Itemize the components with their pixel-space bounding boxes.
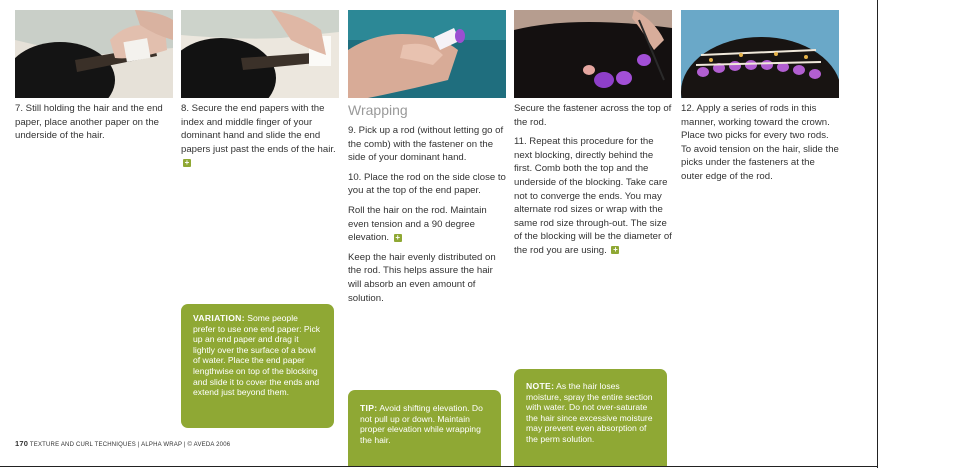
page-edge-bottom: [0, 466, 878, 467]
step-12-text: 12. Apply a series of rods in this manner, working toward the crown. Place two picks for every two rods. To avoid tension on the hair, slide the picks under the fasteners at the outer edge of the rod.: [681, 103, 839, 182]
wrapping-heading: Wrapping: [348, 102, 408, 118]
step-10-roll-paragraph: [348, 204, 506, 245]
step-8-paragraph: [181, 102, 339, 170]
column-wrapping: [348, 102, 506, 311]
column-step-8: [181, 102, 339, 176]
step-10-distribute-text: Keep the hair evenly distributed on the rod. This helps assure the hair will absorb an even amount of solution.: [348, 251, 496, 304]
variation-text: Some people prefer to use one end paper: Pick up an end paper and drag it lightly over the surface of a bowl of water. Place the end paper lengthwise on top of the blocking and slide it to cover the ends and extend just beyond them.: [193, 313, 321, 398]
note-callout: [514, 369, 667, 466]
photo-step-8: [181, 10, 339, 98]
variation-label: VARIATION:: [193, 313, 245, 323]
page-number: 170: [15, 439, 29, 448]
plus-box-icon: +: [395, 232, 401, 242]
page-edge-right: [877, 0, 878, 468]
photo-step-11: [514, 10, 672, 98]
variation-callout: [181, 304, 334, 428]
photo-step-12: [681, 10, 839, 98]
photo-step-7: [15, 10, 173, 98]
step-10-roll-text: Roll the hair on the rod. Maintain even tension and a 90 degree elevation.: [348, 204, 487, 244]
column-step-11: [514, 102, 672, 264]
tip-label: TIP:: [360, 403, 378, 413]
step-9-text: 9. Pick up a rod (without letting go of the comb) with the fastener on the side of your dominant hand.: [348, 125, 504, 164]
step-11-paragraph: [514, 135, 672, 257]
plus-box-icon: +: [184, 157, 190, 167]
step-8-text: 8. Secure the end papers with the index and middle finger of your dominant hand and slide the end papers just past the ends of the hair.: [181, 103, 336, 155]
fastener-text: Secure the fastener across the top of the rod.: [514, 103, 672, 128]
plus-box-icon: +: [613, 245, 618, 255]
step-7-text: 7. Still holding the hair and the end paper, place another paper on the underside of the hair.: [15, 103, 163, 142]
step-10-text: 10. Place the rod on the side close to you at the top of the end paper.: [348, 171, 506, 197]
note-label: NOTE:: [526, 381, 555, 391]
note-text: As the hair loses moisture, spray the entire section with water. Do not over-saturate the hair since excessive moisture may prevent even absorption of the perm solution.: [526, 381, 653, 444]
column-step-12: [681, 102, 839, 190]
photo-step-9: [348, 10, 506, 98]
page-footer: [15, 439, 230, 448]
column-step-7: [15, 102, 173, 149]
tip-callout: [348, 390, 501, 466]
tip-text: Avoid shifting elevation. Do not pull up or down. Maintain proper elevation while wrapping the hair.: [360, 403, 483, 445]
running-footer: TEXTURE AND CURL TECHNIQUES | ALPHA WRAP | © AVEDA 2006: [29, 442, 231, 448]
step-11-text: 11. Repeat this procedure for the next blocking, directly behind the first. Comb both the top and the underside of the blocking. Take care not to converge the ends. You may alternate rod sizes or wrap with the same rod size through-out. The size of the blocking will be the diameter of the rod you are using.: [514, 136, 672, 256]
